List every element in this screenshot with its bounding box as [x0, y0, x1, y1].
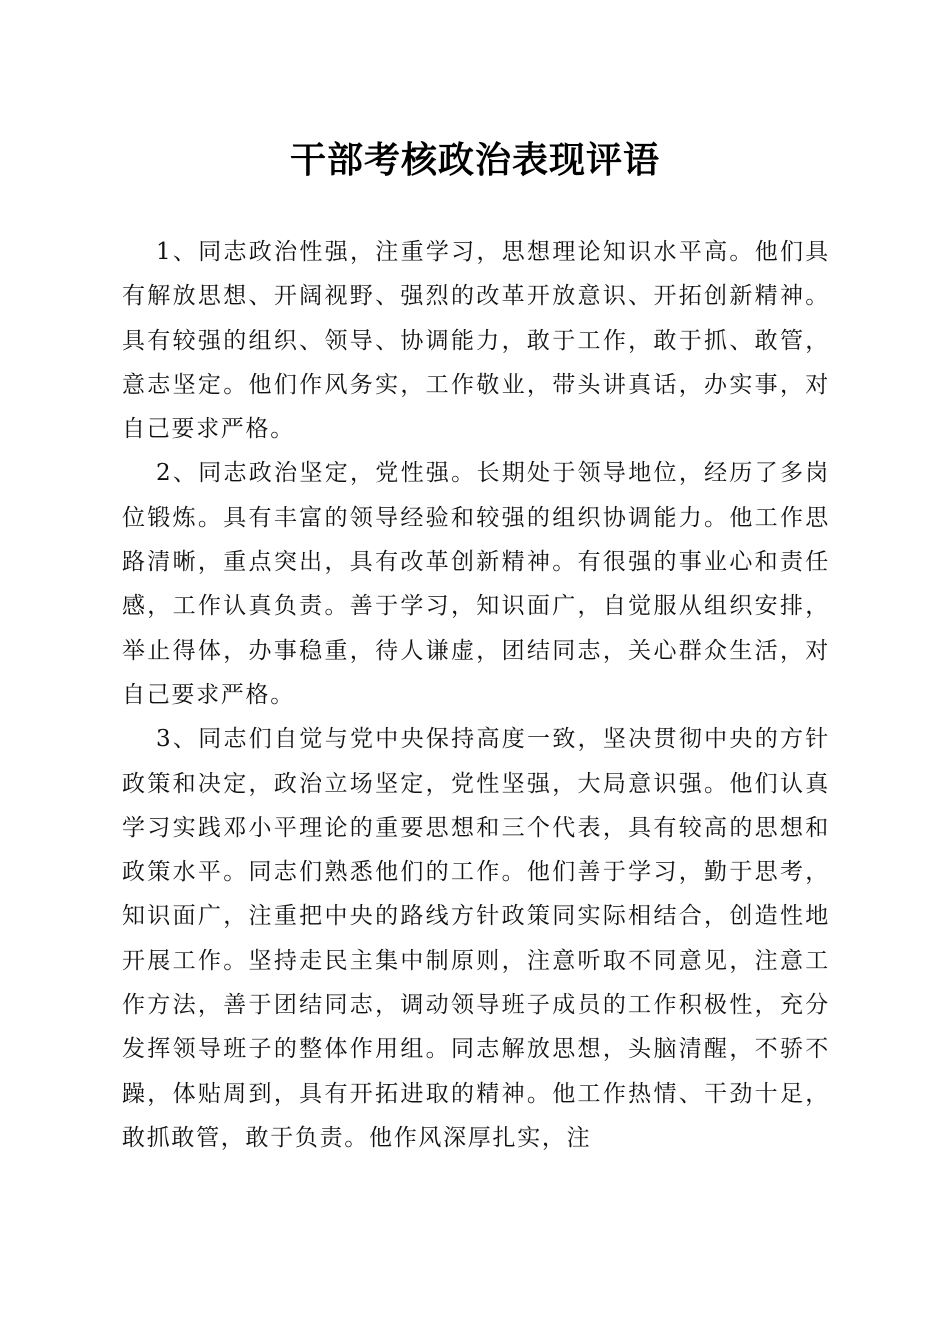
document-title: 干部考核政治表现评语: [289, 139, 660, 181]
paragraph-3: 3、同志们自觉与党中央保持高度一致，坚决贯彻中央的方针政策和决定，政治立场坚定，党性坚强，大局意识强。他们认真学习实践邓小平理论的重要思想和三个代表，具有较高的思想和政策水平。同志们熟悉他们的工作。他们善于学习，勤于思考，知识面广，注重把中央的路线方针政策同实际相结合，创造性地开展工作。坚持走民主集中制原则，注意听取不同意见，注意工作方法，善于团结同志，调动领导班子成员的工作积极性，充分发挥领导班子的整体作用组。同志解放思想，头脑清醒，不骄不躁，体贴周到，具有开拓进取的精神。他工作热情、干劲十足，敢抓敢管，敢于负责。他作风深厚扎实，注: [122, 726, 830, 1151]
document-body: [122, 230, 830, 1160]
paragraph-2: 2、同志政治坚定，党性强。长期处于领导地位，经历了多岗位锻炼。具有丰富的领导经验和较强的组织协调能力。他工作思路清晰，重点突出，具有改革创新精神。有很强的事业心和责任感，工作认真负责。善于学习，知识面广，自觉服从组织安排，举止得体，办事稳重，待人谦虚，团结同志，关心群众生活，对自己要求严格。: [122, 460, 830, 708]
paragraph-1: 1、同志政治性强，注重学习，思想理论知识水平高。他们具有解放思想、开阔视野、强烈的改革开放意识、开拓创新精神。具有较强的组织、领导、协调能力，敢于工作，敢于抓、敢管，意志坚定。他们作风务实，工作敬业，带头讲真话，办实事，对自己要求严格。: [122, 239, 830, 443]
